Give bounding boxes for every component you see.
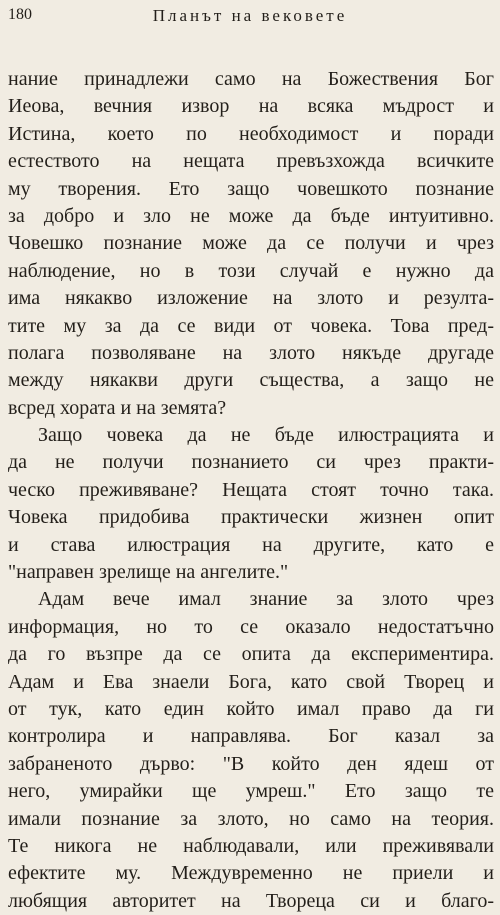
text-line: Истина, което по необходимост и поради bbox=[8, 122, 494, 145]
text-line: имали познание за злото, но само на теория. bbox=[8, 807, 494, 830]
text-line: му творения. Ето защо човешкото познание bbox=[8, 177, 494, 200]
text-line: тите му за да се види от човека. Това пред- bbox=[8, 314, 494, 337]
running-title: Планът на вековете bbox=[152, 6, 348, 25]
text-line: всред хората и на земята? bbox=[8, 396, 227, 419]
text-line: Иеова, вечния извор на всяка мъдрост и bbox=[8, 95, 494, 118]
text-line: Човека придобива практически жизнен опит bbox=[8, 506, 494, 529]
text-line: има някакво изложение на злото и резулта- bbox=[8, 287, 494, 310]
text-line: да не получи познанието си чрез практи- bbox=[8, 451, 494, 474]
text-line: него, умирайки ще умреш." Ето защо те bbox=[8, 780, 494, 803]
text-line: полага позволяване на злото някъде другаде bbox=[8, 341, 494, 364]
text-line: Те никога не наблюдавали, или преживявали bbox=[8, 834, 494, 857]
text-line: нание принадлежи само на Божествения Бог bbox=[8, 68, 494, 90]
text-line: и става илюстрация на другите, като е bbox=[8, 533, 494, 556]
paragraph bbox=[8, 586, 494, 915]
text-line: Защо човека да не бъде илюстрацията и bbox=[38, 424, 494, 447]
page-number: 180 bbox=[8, 6, 32, 23]
text-line: между някакви други същества, а защо не bbox=[8, 369, 494, 392]
body-text bbox=[8, 66, 494, 915]
text-line: Адам вече имал знание за злото чрез bbox=[38, 588, 494, 611]
text-line: любящия авторитет на Твореца си и благо- bbox=[8, 889, 494, 912]
text-line: естеството на нещата превъзхожда всичките bbox=[8, 150, 494, 173]
text-line: контролира и направлява. Бог казал за bbox=[8, 725, 494, 748]
text-line: ческо преживяване? Нещата стоят точно така. bbox=[8, 478, 494, 501]
text-line: Човешко познание може да се получи и чрез bbox=[8, 232, 494, 255]
text-line: "направен зрелище на ангелите." bbox=[8, 561, 289, 584]
text-line: Адам и Ева знаели Бога, като свой Творец и bbox=[8, 670, 494, 693]
paragraph bbox=[8, 422, 494, 586]
paragraph bbox=[8, 66, 494, 422]
text-line: да го възпре да се опита да експериментира. bbox=[8, 643, 494, 666]
text-line: информация, но то се оказало недостатъчно bbox=[8, 615, 494, 638]
text-line: наблюдение, но в този случай е нужно да bbox=[8, 259, 494, 282]
text-line: от тук, като един който имал право да ги bbox=[8, 697, 494, 720]
page-header bbox=[0, 6, 500, 30]
text-line: ефектите му. Междувременно не приели и bbox=[8, 862, 494, 885]
text-line: забраненото дърво: "В който ден ядеш от bbox=[8, 752, 494, 775]
text-line: за добро и зло не може да бъде интуитивно. bbox=[8, 204, 494, 227]
